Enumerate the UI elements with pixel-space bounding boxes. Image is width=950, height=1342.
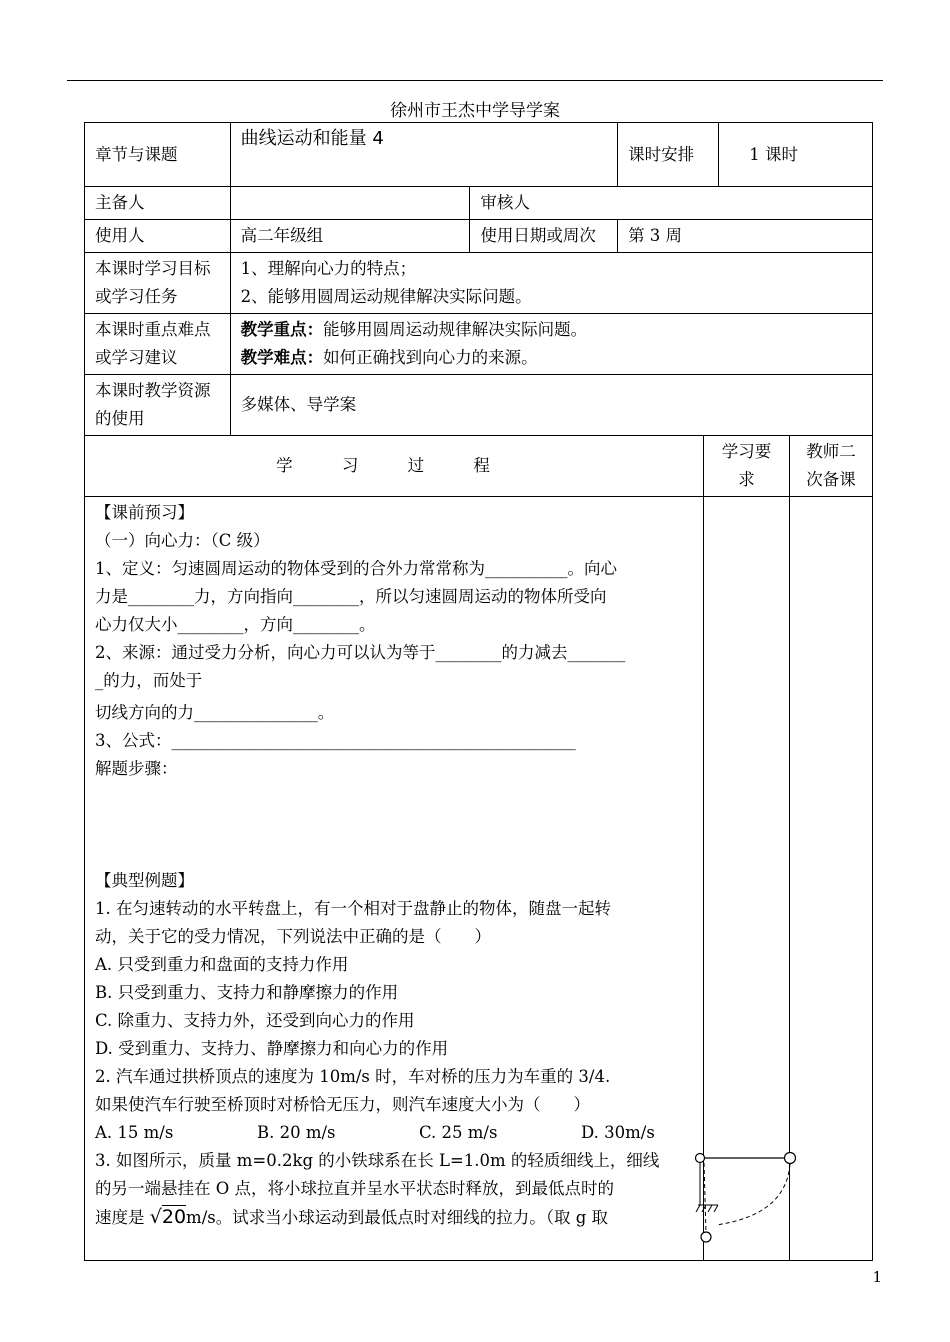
formula-line: 3、公式：_________________________________________________: [95, 731, 576, 750]
difficulty-value: 如何正确找到向心力的来源。: [323, 348, 538, 367]
speed-prefix: 速度是: [95, 1208, 145, 1227]
examples-title: 【典型例题】: [95, 871, 194, 890]
question-line: [95, 1203, 693, 1232]
lesson-plan-table: [84, 122, 873, 1261]
option-b: B. 20 m/s: [257, 1123, 336, 1142]
sqrt-value: 20: [161, 1206, 187, 1228]
option-line: C. 除重力、支持力外，还受到向心力的作用: [95, 1011, 415, 1030]
chapter-label: 章节与课题: [85, 123, 231, 187]
sqrt-expression: √20: [149, 1206, 187, 1228]
question-line: 如果使汽车行驶至桥顶时对桥恰无压力，则汽车速度大小为（ ）: [95, 1095, 590, 1114]
speed-suffix: m/s。试求当小球运动到最低点时对细线的拉力。（取 g 取: [186, 1208, 609, 1227]
process-label: 学 习 过 程: [85, 436, 704, 497]
pendulum-diagram: [690, 1145, 802, 1245]
process-content: [85, 497, 704, 1261]
date-value: 第 3 周: [618, 220, 873, 253]
option-line: D. 受到重力、支持力、静摩擦力和向心力的作用: [95, 1039, 449, 1058]
option-d: D. 30m/s: [581, 1123, 655, 1142]
question-line: 的另一端悬挂在 O 点，将小球拉直并呈水平状态时释放，到最低点时的: [95, 1179, 615, 1198]
question-line: 3. 如图所示，质量 m=0.2kg 的小铁球系在长 L=1.0m 的轻质细线上，细线: [95, 1151, 660, 1170]
school-title: 徐州市王杰中学导学案: [390, 101, 560, 121]
source-line: 2、来源：通过受力分析，向心力可以认为等于________的力减去_______: [95, 643, 626, 662]
requirement-label: 学习要求: [704, 436, 790, 497]
section-title: （一）向心力：（C 级）: [95, 531, 270, 550]
difficulty-label: 教学难点：: [240, 348, 324, 367]
blank-space: [95, 783, 693, 867]
schedule-value: 1 课时: [719, 123, 873, 187]
question-line: 动，关于它的受力情况，下列说法中正确的是（ ）: [95, 927, 491, 946]
definition-line: 心力仅大小________，方向________。: [95, 615, 376, 634]
page-number: 1: [872, 1268, 882, 1286]
ball-start: [785, 1153, 796, 1164]
hatch-mark: [714, 1205, 718, 1212]
goal-item: 1、理解向心力的特点；: [240, 259, 417, 278]
preparer-label: 主备人: [85, 187, 231, 220]
option-line: A. 只受到重力和盘面的支持力作用: [95, 955, 349, 974]
reviewer-label: 审核人: [470, 187, 873, 220]
user-label: 使用人: [85, 220, 231, 253]
preparer-value: [230, 187, 470, 220]
vertical-string-dashed: [704, 1163, 706, 1233]
option-line: B. 只受到重力、支持力和静摩擦力的作用: [95, 983, 399, 1002]
key-point-label: 教学重点：: [240, 320, 324, 339]
option-a: A. 15 m/s: [95, 1123, 174, 1142]
hatch-mark: [696, 1205, 700, 1212]
header-rule: [67, 80, 883, 81]
key-point-value: 能够用圆周运动规律解决实际问题。: [323, 320, 588, 339]
option-c: C. 25 m/s: [419, 1123, 498, 1142]
source-line: 切线方向的力_______________。: [95, 703, 335, 722]
chapter-value: 曲线运动和能量 4: [230, 123, 617, 187]
swing-path: [716, 1164, 790, 1225]
date-label: 使用日期或周次: [470, 220, 618, 253]
key-label: 本课时重点难点或学习建议: [85, 314, 231, 375]
question-line: 1. 在匀速转动的水平转盘上，有一个相对于盘静止的物体，随盘一起转: [95, 899, 611, 918]
pivot-point: [696, 1154, 705, 1163]
key-value: [230, 314, 872, 375]
preview-title: 【课前预习】: [95, 503, 194, 522]
resources-label: 本课时教学资源的使用: [85, 375, 231, 436]
ball-bottom: [701, 1232, 711, 1242]
definition-line: 力是________力，方向指向________，所以匀速圆周运动的物体所受向: [95, 587, 607, 606]
goal-item: 2、能够用圆周运动规律解决实际问题。: [240, 287, 532, 306]
question-line: 2. 汽车通过拱桥顶点的速度为 10m/s 时，车对桥的压力为车重的 3/4.: [95, 1067, 611, 1086]
goals-value: [230, 253, 872, 314]
user-value: 高二年级组: [230, 220, 470, 253]
resources-value: 多媒体、导学案: [230, 375, 872, 436]
goals-label: 本课时学习目标或学习任务: [85, 253, 231, 314]
steps-line: 解题步骤：: [95, 759, 178, 778]
teacher-label: 教师二次备课: [790, 436, 873, 497]
definition-line: 1、定义：匀速圆周运动的物体受到的合外力常常称为__________。向心: [95, 559, 617, 578]
option-row: [95, 1119, 693, 1147]
source-line: _的力，而处于: [95, 671, 203, 690]
hatch-mark: [708, 1205, 712, 1212]
schedule-label: 课时安排: [618, 123, 719, 187]
